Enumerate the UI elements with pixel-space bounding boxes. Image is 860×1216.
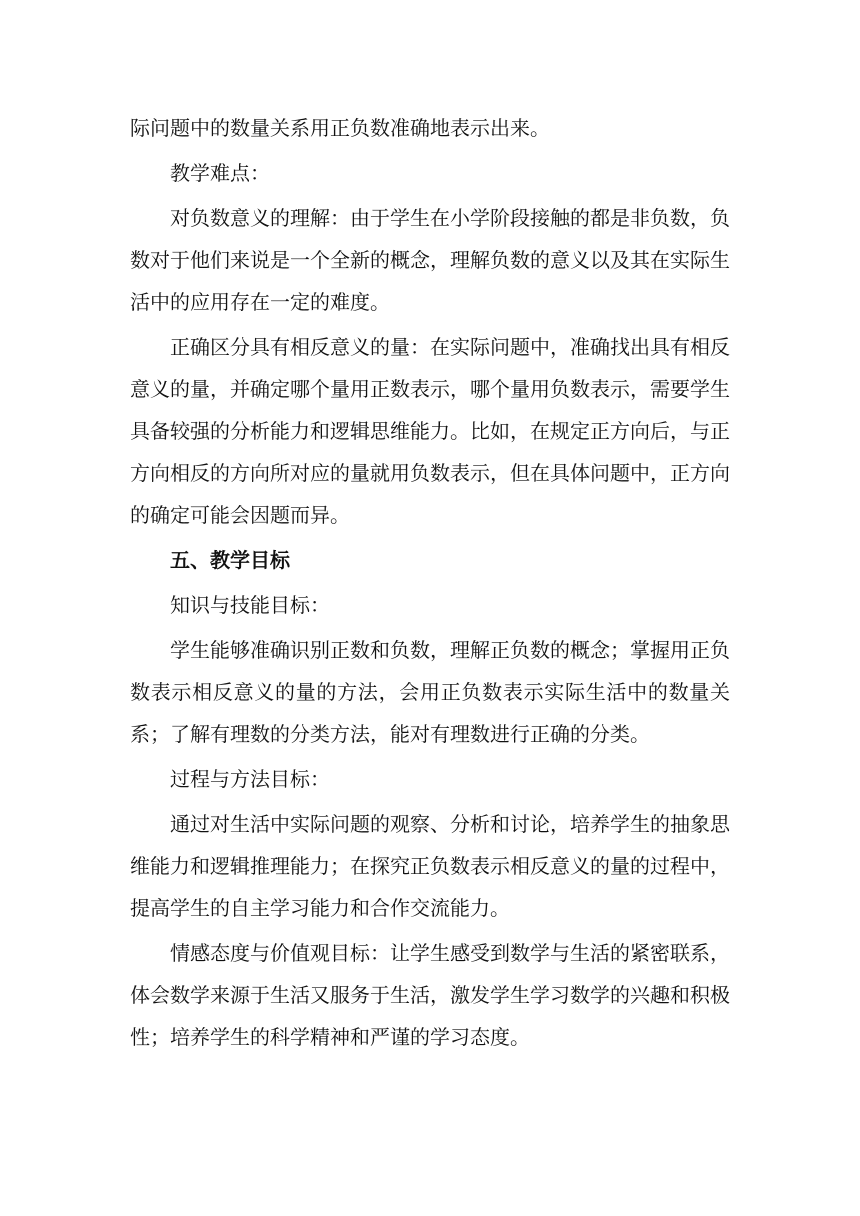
section-heading-teaching-objectives: 五、教学目标 bbox=[170, 548, 290, 572]
paragraph-opposite-quantities: 正确区分具有相反意义的量：在实际问题中，准确找出具有相反意义的量，并确定哪个量用正数表示，哪个量用负数表示，需要学生具备较强的分析能力和逻辑思维能力。比如，在规定正方向后，与正方向相反的方向所对应的量就用负数表示，但在具体问题中，正方向的确定可能会因题而异。 bbox=[130, 335, 730, 527]
paragraph-emotion-values: 情感态度与价值观目标：让学生感受到数学与生活的紧密联系，体会数学来源于生活又服务于生活，激发学生学习数学的兴趣和积极性；培养学生的科学精神和严谨的学习态度。 bbox=[130, 941, 730, 1049]
paragraph-continuation: 际问题中的数量关系用正负数准确地表示出来。 bbox=[130, 116, 550, 140]
paragraph-process-methods: 通过对生活中实际问题的观察、分析和讨论，培养学生的抽象思维能力和逻辑推理能力；在探究正负数表示相反意义的量的过程中，提高学生的自主学习能力和合作交流能力。 bbox=[130, 812, 730, 920]
paragraph-knowledge-skills-label: 知识与技能目标： bbox=[170, 593, 330, 617]
document-body bbox=[130, 107, 730, 1061]
paragraph-negative-number-meaning: 对负数意义的理解：由于学生在小学阶段接触的都是非负数，负数对于他们来说是一个全新的概念，理解负数的意义以及其在实际生活中的应用存在一定的难度。 bbox=[130, 206, 730, 314]
paragraph-teaching-difficulties-label: 教学难点： bbox=[170, 161, 270, 185]
paragraph-knowledge-skills: 学生能够准确识别正数和负数，理解正负数的概念；掌握用正负数表示相反意义的量的方法，会用正负数表示实际生活中的数量关系；了解有理数的分类方法，能对有理数进行正确的分类。 bbox=[130, 638, 730, 746]
paragraph-process-methods-label: 过程与方法目标： bbox=[170, 767, 330, 791]
